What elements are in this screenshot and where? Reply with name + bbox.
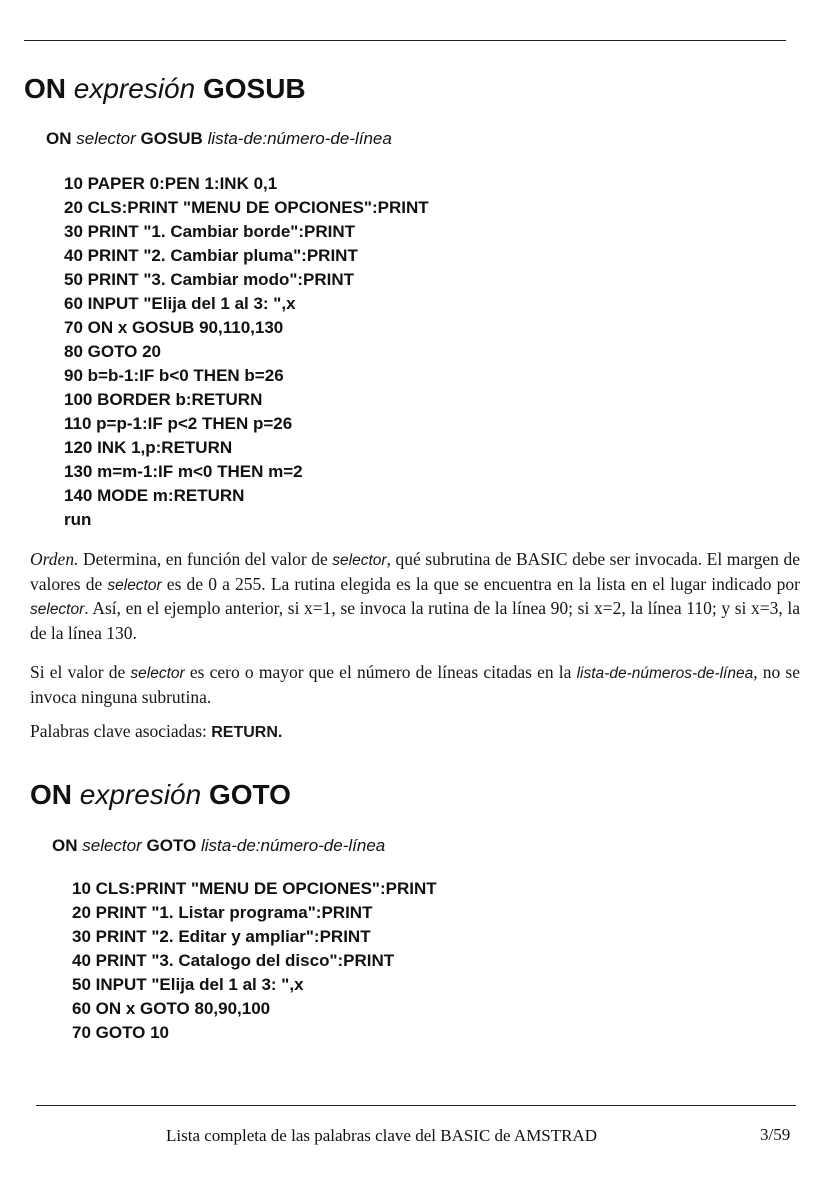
code-line: 90 b=b-1:IF b<0 THEN b=26 — [64, 366, 284, 385]
selector-term: selector — [332, 552, 387, 569]
code-line: 60 INPUT "Elija del 1 al 3: ",x — [64, 294, 296, 313]
text-run: es cero o mayor que el número de líneas citadas en la — [184, 662, 577, 682]
code-line: 110 p=p-1:IF p<2 THEN p=26 — [64, 414, 293, 433]
description-paragraph — [30, 548, 800, 644]
title-expression: expresión — [73, 73, 196, 104]
syntax-keyword-gosub: GOSUB — [140, 129, 203, 148]
related-keyword-return: RETURN. — [211, 724, 283, 741]
syntax-param-selector: selector — [76, 129, 136, 148]
code-line: 20 PRINT "1. Listar programa":PRINT — [72, 903, 373, 922]
code-line: 10 CLS:PRINT "MENU DE OPCIONES":PRINT — [72, 879, 437, 898]
code-line: 20 CLS:PRINT "MENU DE OPCIONES":PRINT — [64, 198, 429, 217]
text-run: es de 0 a 255. La rutina elegida es la que se encuentra en la lista en el lugar indicado por — [161, 573, 800, 594]
zero-value-paragraph — [30, 661, 800, 708]
text-run: , no se invoca ninguna subrutina. — [30, 662, 801, 707]
page-number: 3/59 — [760, 1125, 791, 1144]
syntax-keyword-on: ON — [46, 129, 72, 148]
code-line: 80 GOTO 20 — [64, 342, 162, 361]
syntax-param-selector: selector — [82, 836, 142, 855]
text-run: . Así, en el ejemplo anterior, si x=1, se invoca la rutina de la línea 90; si x=2, la línea 110; y si x=3, la de la línea 130. — [30, 598, 800, 643]
code-listing-gosub — [64, 172, 429, 532]
title-keyword-goto: GOTO — [208, 779, 291, 810]
section-title-gosub — [24, 73, 306, 105]
syntax-line-goto — [52, 835, 385, 857]
code-line: 50 INPUT "Elija del 1 al 3: ",x — [72, 975, 304, 994]
syntax-keyword-goto: GOTO — [146, 836, 197, 855]
top-rule — [24, 40, 786, 41]
related-keywords-label: Palabras clave asociadas: — [30, 721, 212, 741]
code-line: 120 INK 1,p:RETURN — [64, 438, 233, 457]
selector-term: selector — [130, 665, 185, 682]
list-term: lista-de-números-de-línea — [576, 665, 754, 682]
syntax-keyword-on: ON — [52, 836, 78, 855]
title-expression: expresión — [79, 779, 202, 810]
code-line: 70 GOTO 10 — [72, 1023, 170, 1042]
code-line: 30 PRINT "2. Editar y ampliar":PRINT — [72, 927, 371, 946]
selector-term: selector — [30, 601, 85, 618]
code-line: 130 m=m-1:IF m<0 THEN m=2 — [64, 462, 303, 481]
title-keyword-on: ON — [24, 73, 66, 104]
code-line: 30 PRINT "1. Cambiar borde":PRINT — [64, 222, 356, 241]
section-title-goto — [30, 779, 291, 811]
title-keyword-gosub: GOSUB — [202, 73, 306, 104]
order-label: Orden. — [30, 549, 79, 569]
code-line: 100 BORDER b:RETURN — [64, 390, 263, 409]
code-line: 50 PRINT "3. Cambiar modo":PRINT — [64, 270, 355, 289]
syntax-line-gosub — [46, 128, 392, 150]
footer-title: Lista completa de las palabras clave del BASIC de AMSTRAD — [166, 1126, 598, 1145]
code-line: 10 PAPER 0:PEN 1:INK 0,1 — [64, 174, 278, 193]
text-run: , qué subrutina de BASIC debe ser invocada. El margen de valores de — [30, 549, 800, 594]
code-line: 40 PRINT "2. Cambiar pluma":PRINT — [64, 246, 358, 265]
text-run: Si el valor de — [30, 662, 131, 682]
code-line: 40 PRINT "3. Catalogo del disco":PRINT — [72, 951, 395, 970]
code-line: 70 ON x GOSUB 90,110,130 — [64, 318, 284, 337]
code-line: run — [64, 510, 92, 529]
code-line: 140 MODE m:RETURN — [64, 486, 245, 505]
bottom-rule — [36, 1105, 796, 1106]
selector-term: selector — [107, 576, 162, 594]
syntax-param-list: lista-de:número-de-línea — [207, 129, 392, 148]
title-keyword-on: ON — [30, 779, 72, 810]
related-keywords-paragraph — [30, 720, 800, 745]
code-listing-goto — [72, 877, 437, 1045]
syntax-param-list: lista-de:número-de-línea — [200, 836, 386, 855]
text-run: Determina, en función del valor de — [78, 549, 333, 569]
code-line: 60 ON x GOTO 80,90,100 — [72, 999, 271, 1018]
